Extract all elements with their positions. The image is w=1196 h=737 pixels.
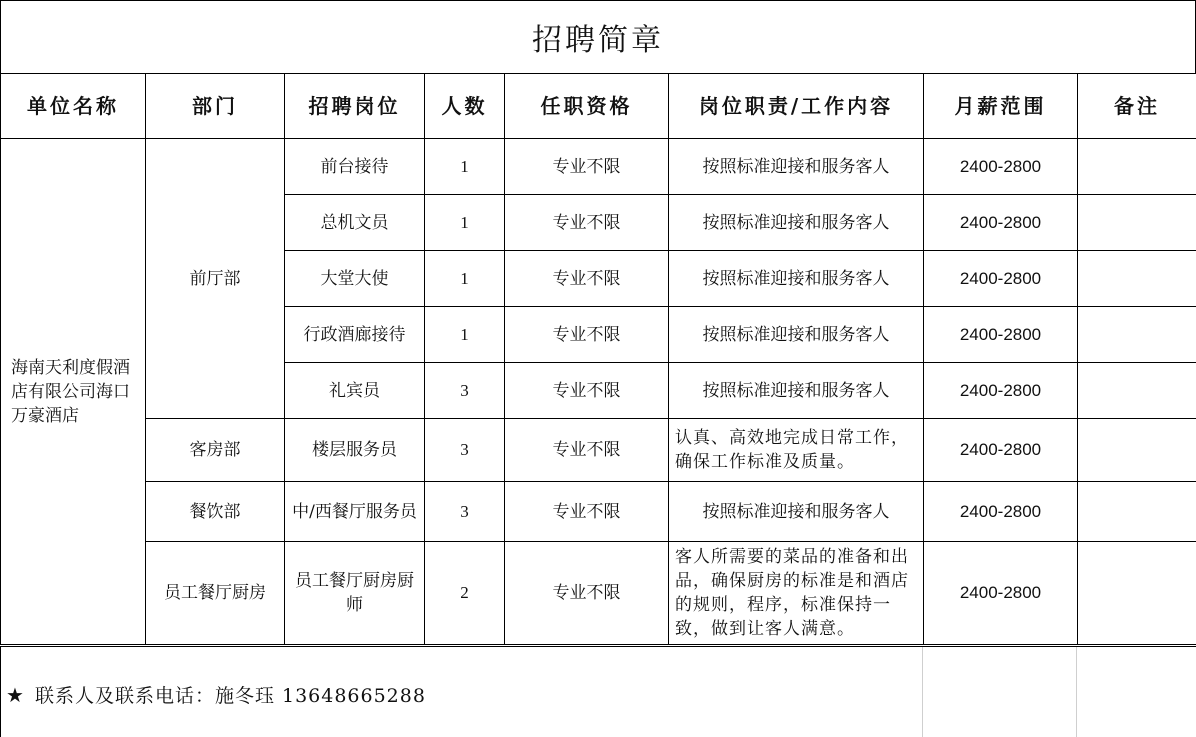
salary-cell: 2400-2800 xyxy=(924,139,1078,195)
count-cell: 2 xyxy=(425,542,505,645)
qualification-cell: 专业不限 xyxy=(505,307,669,363)
position-cell: 员工餐厅厨房厨师 xyxy=(285,542,425,645)
qualification-cell: 专业不限 xyxy=(505,419,669,482)
salary-cell: 2400-2800 xyxy=(924,482,1078,542)
header-duty: 岗位职责/工作内容 xyxy=(669,74,924,139)
header-row xyxy=(1,74,1196,139)
qualification-cell: 专业不限 xyxy=(505,195,669,251)
note-cell xyxy=(1078,482,1196,542)
table-row xyxy=(1,482,1196,542)
salary-cell: 2400-2800 xyxy=(924,195,1078,251)
contact-text: 联系人及联系电话：施冬珏 13648665288 xyxy=(35,685,426,707)
note-cell xyxy=(1078,542,1196,645)
position-cell: 中/西餐厅服务员 xyxy=(285,482,425,542)
qualification-cell: 专业不限 xyxy=(505,251,669,307)
page-title: 招聘简章 xyxy=(532,15,664,59)
count-cell: 1 xyxy=(425,195,505,251)
count-cell: 1 xyxy=(425,139,505,195)
table-row xyxy=(1,419,1196,482)
note-cell xyxy=(1078,195,1196,251)
duty-cell: 按照标准迎接和服务客人 xyxy=(669,139,924,195)
duty-cell: 认真、高效地完成日常工作，确保工作标准及质量。 xyxy=(669,419,924,482)
position-cell: 总机文员 xyxy=(285,195,425,251)
star-icon: ★ xyxy=(6,683,25,707)
department-front: 前厅部 xyxy=(146,139,285,419)
count-cell: 1 xyxy=(425,307,505,363)
header-qualification: 任职资格 xyxy=(505,74,669,139)
position-cell: 楼层服务员 xyxy=(285,419,425,482)
header-note: 备注 xyxy=(1078,74,1196,139)
note-cell xyxy=(1078,139,1196,195)
duty-cell: 按照标准迎接和服务客人 xyxy=(669,195,924,251)
note-cell xyxy=(1078,419,1196,482)
duty-cell: 按照标准迎接和服务客人 xyxy=(669,363,924,419)
note-cell xyxy=(1078,251,1196,307)
header-department: 部门 xyxy=(146,74,285,139)
header-salary: 月薪范围 xyxy=(924,74,1078,139)
footer-divider xyxy=(922,647,923,737)
salary-cell: 2400-2800 xyxy=(924,419,1078,482)
qualification-cell: 专业不限 xyxy=(505,482,669,542)
title-row xyxy=(0,0,1196,73)
recruitment-table xyxy=(0,73,1196,645)
department-staff-kitchen: 员工餐厅厨房 xyxy=(146,542,285,645)
footer-divider xyxy=(1076,647,1077,737)
salary-cell: 2400-2800 xyxy=(924,251,1078,307)
qualification-cell: 专业不限 xyxy=(505,542,669,645)
salary-cell: 2400-2800 xyxy=(924,542,1078,645)
salary-cell: 2400-2800 xyxy=(924,307,1078,363)
department-fnb: 餐饮部 xyxy=(146,482,285,542)
table-row xyxy=(1,542,1196,645)
header-count: 人数 xyxy=(425,74,505,139)
salary-cell: 2400-2800 xyxy=(924,363,1078,419)
position-cell: 前台接待 xyxy=(285,139,425,195)
contact-footer xyxy=(0,646,1196,737)
header-company: 单位名称 xyxy=(1,74,146,139)
duty-cell: 客人所需要的菜品的准备和出品，确保厨房的标准是和酒店的规则，程序，标准保持一致，做到让客人满意。 xyxy=(669,542,924,645)
count-cell: 3 xyxy=(425,363,505,419)
count-cell: 1 xyxy=(425,251,505,307)
position-cell: 行政酒廊接待 xyxy=(285,307,425,363)
duty-cell: 按照标准迎接和服务客人 xyxy=(669,251,924,307)
department-housekeeping: 客房部 xyxy=(146,419,285,482)
count-cell: 3 xyxy=(425,482,505,542)
count-cell: 3 xyxy=(425,419,505,482)
position-cell: 大堂大使 xyxy=(285,251,425,307)
qualification-cell: 专业不限 xyxy=(505,363,669,419)
table-row xyxy=(1,139,1196,195)
note-cell xyxy=(1078,363,1196,419)
contact-line xyxy=(6,681,426,708)
note-cell xyxy=(1078,307,1196,363)
position-cell: 礼宾员 xyxy=(285,363,425,419)
qualification-cell: 专业不限 xyxy=(505,139,669,195)
header-position: 招聘岗位 xyxy=(285,74,425,139)
company-name: 海南天利度假酒店有限公司海口万豪酒店 xyxy=(1,139,146,645)
footer-border xyxy=(0,647,1,737)
duty-cell: 按照标准迎接和服务客人 xyxy=(669,307,924,363)
duty-cell: 按照标准迎接和服务客人 xyxy=(669,482,924,542)
